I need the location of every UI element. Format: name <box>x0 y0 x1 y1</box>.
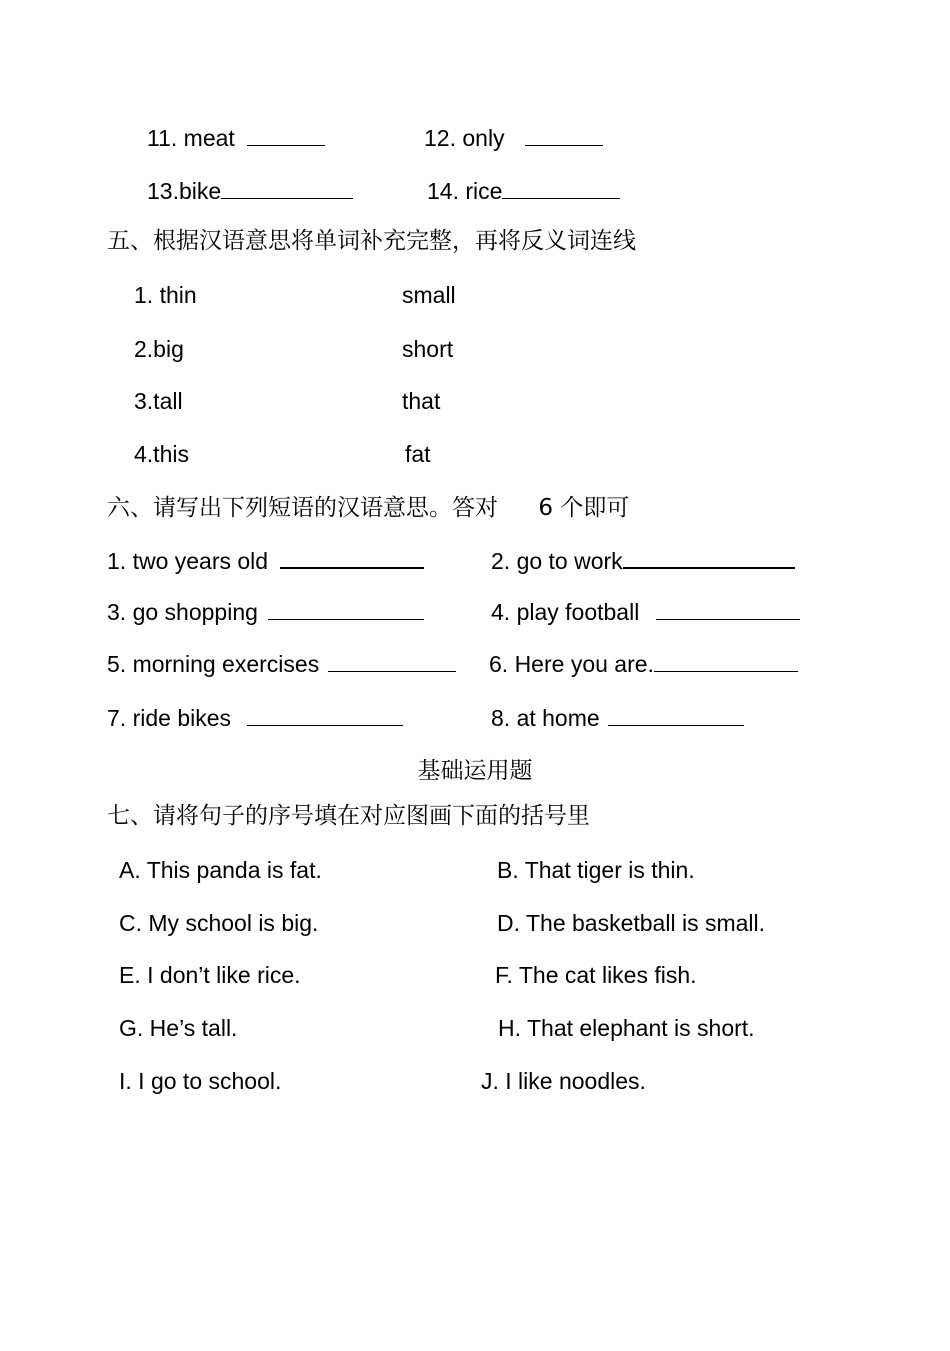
answer-blank[interactable] <box>247 125 325 146</box>
section-6-heading-text: 六、请写出下列短语的汉语意思。答对 <box>107 495 498 521</box>
word-label: 14. rice <box>427 178 503 204</box>
phrase-item-2 <box>491 546 795 576</box>
sentence-g: G. He’s tall. <box>119 1015 238 1041</box>
phrase-item-6 <box>489 649 798 679</box>
phrase-item-7 <box>107 703 403 733</box>
answer-blank[interactable] <box>268 599 424 620</box>
word-label: 13.bike <box>147 178 222 204</box>
phrase-item-5 <box>107 649 456 679</box>
sentence-d: D. The basketball is small. <box>497 910 766 936</box>
phrase-label: 5. morning exercises <box>107 651 320 677</box>
sentence-b: B. That tiger is thin. <box>497 857 695 883</box>
answer-blank[interactable] <box>221 178 353 199</box>
right-word-1: small <box>402 282 456 308</box>
left-word-1: 1. thin <box>134 282 197 308</box>
word-item-13 <box>147 176 353 206</box>
phrase-label: 1. two years old <box>107 548 269 574</box>
right-word-2: short <box>402 336 454 362</box>
sentence-c: C. My school is big. <box>119 910 319 936</box>
phrase-label: 7. ride bikes <box>107 705 232 731</box>
section-5-heading: 五、根据汉语意思将单词补充完整，再将反义词连线 <box>107 228 636 254</box>
word-label: 11. meat <box>147 125 235 151</box>
sentence-i: I. I go to school. <box>119 1068 282 1094</box>
sentence-a: A. This panda is fat. <box>119 857 322 883</box>
sentence-f: F. The cat likes fish. <box>495 962 697 988</box>
answer-blank[interactable] <box>654 651 798 672</box>
sentence-j: J. I like noodles. <box>481 1068 646 1094</box>
section-6-heading <box>107 492 629 523</box>
answer-blank[interactable] <box>502 178 620 199</box>
word-label: 12. only <box>424 125 505 151</box>
answer-blank[interactable] <box>623 547 795 569</box>
answer-blank[interactable] <box>328 651 456 672</box>
phrase-label: 6. Here you are. <box>489 651 654 677</box>
phrase-item-4 <box>491 597 800 627</box>
phrase-label: 8. at home <box>491 705 600 731</box>
answer-blank[interactable] <box>656 599 800 620</box>
answer-blank[interactable] <box>608 705 744 726</box>
right-word-4: fat <box>405 441 431 467</box>
phrase-label: 4. play football <box>491 599 640 625</box>
word-item-12 <box>424 123 603 153</box>
phrase-item-8 <box>491 703 744 733</box>
section-7-heading: 七、请将句子的序号填在对应图画下面的括号里 <box>107 803 590 829</box>
word-item-14 <box>427 176 620 206</box>
answer-blank[interactable] <box>525 125 603 146</box>
answer-blank[interactable] <box>247 705 403 726</box>
phrase-label: 3. go shopping <box>107 599 258 625</box>
phrase-item-1 <box>107 546 424 576</box>
left-word-2: 2.big <box>134 336 184 362</box>
left-word-3: 3.tall <box>134 388 183 414</box>
section-6-heading-count: 6 个即可 <box>538 495 630 521</box>
left-word-4: 4.this <box>134 441 189 467</box>
sentence-h: H. That elephant is short. <box>498 1015 755 1041</box>
phrase-item-3 <box>107 597 424 627</box>
word-item-11 <box>147 123 325 153</box>
phrase-label: 2. go to work <box>491 548 623 574</box>
basic-section-title: 基础运用题 <box>417 758 533 784</box>
answer-blank[interactable] <box>280 547 424 569</box>
right-word-3: that <box>402 388 441 414</box>
sentence-e: E. I don’t like rice. <box>119 962 301 988</box>
